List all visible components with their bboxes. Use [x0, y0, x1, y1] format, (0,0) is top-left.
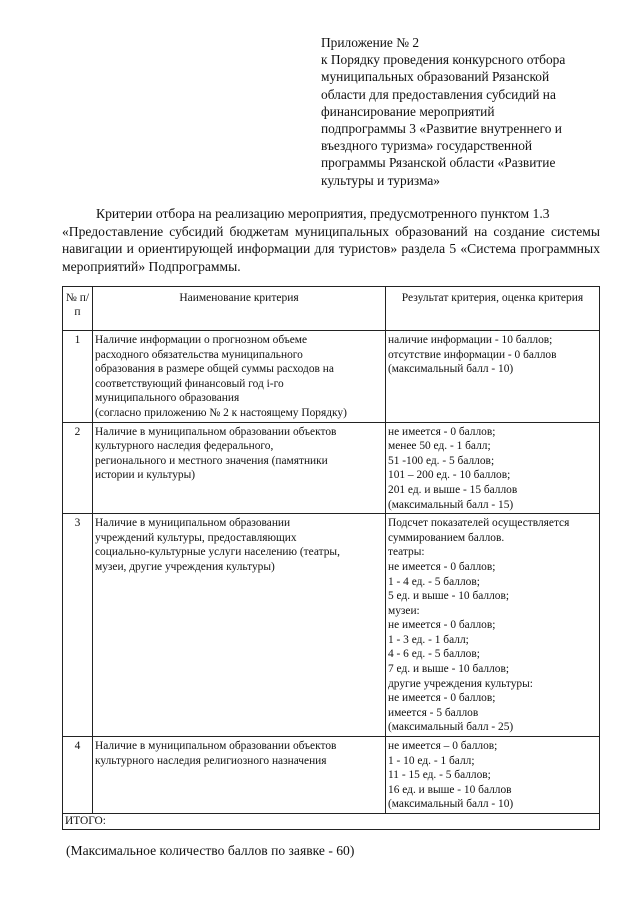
result-line: 101 – 200 ед. - 10 баллов; — [388, 469, 511, 482]
result-line: не имеется - 0 баллов; — [388, 619, 496, 632]
header-name: Наименование критерия — [93, 287, 386, 331]
result-line: не имеется - 0 баллов; — [388, 692, 496, 705]
appendix-line: к Порядку проведения конкурсного отбора — [321, 52, 566, 68]
criterion-cell — [93, 514, 386, 737]
criterion-line: Наличие информации о прогнозном объеме — [95, 334, 308, 346]
criterion-cell — [93, 422, 386, 514]
result-line: не имеется – 0 баллов; — [388, 740, 498, 753]
result-line: (максимальный балл - 10) — [388, 798, 514, 811]
result-line: (максимальный балл - 25) — [388, 721, 514, 734]
result-line: музеи: — [388, 604, 420, 617]
row-number: 1 — [63, 331, 93, 423]
appendix-line: области для предоставления субсидий на — [321, 86, 556, 102]
result-line: Подсчет показателей осуществляется — [388, 517, 570, 530]
result-cell — [386, 331, 600, 423]
criterion-line: культурного наследия религиозного назначения — [95, 754, 327, 767]
table-row — [63, 331, 600, 423]
result-line: (максимальный балл - 10) — [388, 363, 514, 376]
criterion-line: социально-культурные услуги населению (театры, — [95, 546, 340, 559]
max-score-note: (Максимальное количество баллов по заявке - 60) — [66, 843, 355, 858]
criterion-line: учреждений культуры, предоставляющих — [95, 531, 297, 544]
heading-rest: «Предоставление субсидий бюджетам муниципальных образований на создание системы навигации и ориентирующей информации для туристов» раздела 5 «Система программных мероприятий» Подпрограммы. — [62, 223, 600, 274]
table-row — [63, 737, 600, 814]
document-heading — [62, 205, 600, 275]
result-cell — [386, 422, 600, 514]
total-row — [63, 814, 600, 830]
result-cell — [386, 737, 600, 814]
appendix-line: муниципальных образований Рязанской — [321, 69, 550, 85]
criterion-line: соответствующий финансовый год i-го — [95, 377, 284, 390]
result-line: 5 ед. и выше - 10 баллов; — [388, 590, 510, 603]
row-number: 4 — [63, 737, 93, 814]
result-line: 4 - 6 ед. - 5 баллов; — [388, 648, 480, 661]
criterion-line: регионального и местного значения (памятники — [95, 454, 328, 467]
result-line: (максимальный балл - 15) — [388, 498, 514, 511]
row-number: 3 — [63, 514, 93, 737]
table-row — [63, 514, 600, 737]
heading-first-line: Критерии отбора на реализацию мероприятия, предусмотренного пунктом 1.3 — [96, 206, 550, 221]
result-line: суммированием баллов. — [388, 531, 505, 544]
appendix-line: въездного туризма» государственной — [321, 138, 533, 154]
appendix-line: финансирование мероприятий — [321, 103, 495, 119]
appendix-line: программы Рязанской области «Развитие — [321, 155, 556, 171]
result-line: отсутствие информации - 0 баллов — [388, 348, 557, 361]
header-result: Результат критерия, оценка критерия — [386, 287, 600, 331]
result-line: театры: — [388, 546, 425, 559]
result-line: 16 ед. и выше - 10 баллов — [388, 783, 512, 796]
criterion-line: (согласно приложению № 2 к настоящему Порядку) — [95, 406, 347, 419]
criterion-line: образования в размере общей суммы расходов на — [95, 363, 334, 376]
criterion-line: Наличие в муниципальном образовании — [95, 517, 291, 530]
result-line: 51 -100 ед. - 5 баллов; — [388, 454, 495, 467]
criterion-cell — [93, 331, 386, 423]
criterion-line: культурного наследия федерального, — [95, 440, 274, 453]
result-line: имеется - 5 баллов — [388, 706, 479, 719]
criterion-line: расходного обязательства муниципального — [95, 348, 303, 361]
result-line: другие учреждения культуры: — [388, 677, 533, 690]
appendix-note — [321, 34, 621, 189]
result-line: 7 ед. и выше - 10 баллов; — [388, 663, 510, 676]
criterion-cell — [93, 737, 386, 814]
table-header-row — [63, 287, 600, 331]
result-line: менее 50 ед. - 1 балл; — [388, 440, 491, 453]
criterion-line: музеи, другие учреждения культуры) — [95, 560, 275, 573]
table-row — [63, 422, 600, 514]
result-line: 11 - 15 ед. - 5 баллов; — [388, 769, 491, 782]
criteria-table — [62, 286, 600, 830]
appendix-line: культуры и туризма» — [321, 172, 440, 188]
result-line: не имеется - 0 баллов; — [388, 560, 496, 573]
result-line: наличие информации - 10 баллов; — [388, 334, 553, 346]
result-line: 1 - 10 ед. - 1 балл; — [388, 754, 475, 767]
criterion-line: Наличие в муниципальном образовании объектов — [95, 425, 337, 438]
result-line: 1 - 4 ед. - 5 баллов; — [388, 575, 480, 588]
header-num: № п/п — [63, 287, 93, 331]
appendix-line: Приложение № 2 — [321, 35, 420, 50]
row-number: 2 — [63, 422, 93, 514]
result-line: не имеется - 0 баллов; — [388, 425, 496, 438]
criterion-line: истории и культуры) — [95, 469, 196, 482]
result-line: 1 - 3 ед. - 1 балл; — [388, 633, 469, 646]
result-line: 201 ед. и выше - 15 баллов — [388, 483, 518, 496]
result-cell — [386, 514, 600, 737]
appendix-line: подпрограммы 3 «Развитие внутреннего и — [321, 121, 562, 137]
criterion-line: муниципального образования — [95, 392, 240, 405]
total-label: ИТОГО: — [63, 814, 600, 830]
criterion-line: Наличие в муниципальном образовании объектов — [95, 740, 337, 753]
